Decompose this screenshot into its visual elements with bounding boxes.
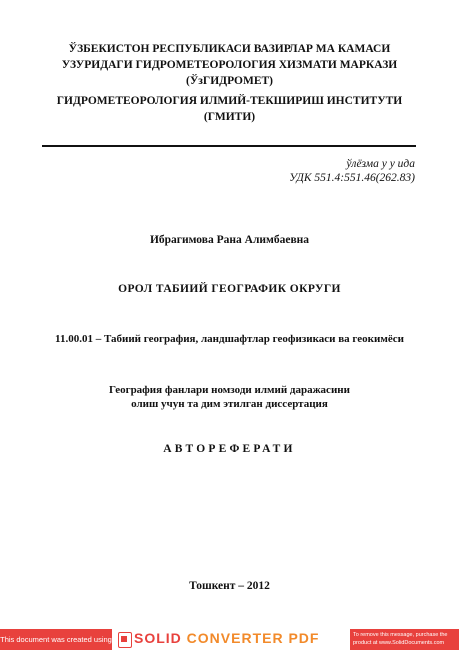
abstract-label: АВТОРЕФЕРАТИ <box>163 443 296 455</box>
document-title: ОРОЛ ТАБИИЙ ГЕОГРАФИК ОКРУГИ <box>118 283 341 295</box>
place-and-year: Тошкент – 2012 <box>189 580 270 592</box>
banner-left-text: This document was created using <box>0 629 112 650</box>
horizontal-rule <box>42 145 416 147</box>
brand-part-1: SOLID <box>134 630 187 646</box>
org-line-3: (ЎзГИДРОМЕТ) <box>186 75 273 87</box>
author-name: Ибрагимова Рана Алимбаевна <box>149 234 310 246</box>
org-line-1: ЎЗБЕКИСТОН РЕСПУБЛИКАСИ ВАЗИРЛАР МА КАМАСИ <box>68 43 391 55</box>
organization-heading <box>0 41 459 89</box>
pdf-logo-icon <box>118 632 132 648</box>
degree-statement <box>0 383 459 411</box>
brand-part-2: CONVERTER PDF <box>186 630 320 646</box>
org-line-2: УЗУРИДАГИ ГИДРОМЕТЕОРОЛОГИЯ ХИЗМАТИ МАРКАЗИ <box>61 59 398 71</box>
udk-code: УДК 551.4:551.46(262.83) <box>289 172 415 184</box>
document-meta <box>289 157 415 185</box>
specialty-line: 11.00.01 – Табиий география, ландшафтлар геофизикаси ва геокимёси <box>55 333 404 345</box>
banner-right-text[interactable]: To remove this message, purchase the product at www.SolidDocuments.com <box>350 629 459 650</box>
rights-note: ўлёзма у у ида <box>346 158 415 170</box>
watermark-banner[interactable] <box>0 629 459 650</box>
institute-heading <box>0 93 459 125</box>
degree-line-1: География фанлари номзоди илмий даражасини <box>109 384 350 396</box>
inst-line-1: ГИДРОМЕТЕОРОЛОГИЯ ИЛМИЙ-ТЕКШИРИШ ИНСТИТУТИ <box>56 95 403 107</box>
banner-brand <box>134 630 319 646</box>
inst-line-2: (ГМИТИ) <box>203 111 256 123</box>
degree-line-2: олиш учун та дим этилган диссертация <box>131 398 328 410</box>
